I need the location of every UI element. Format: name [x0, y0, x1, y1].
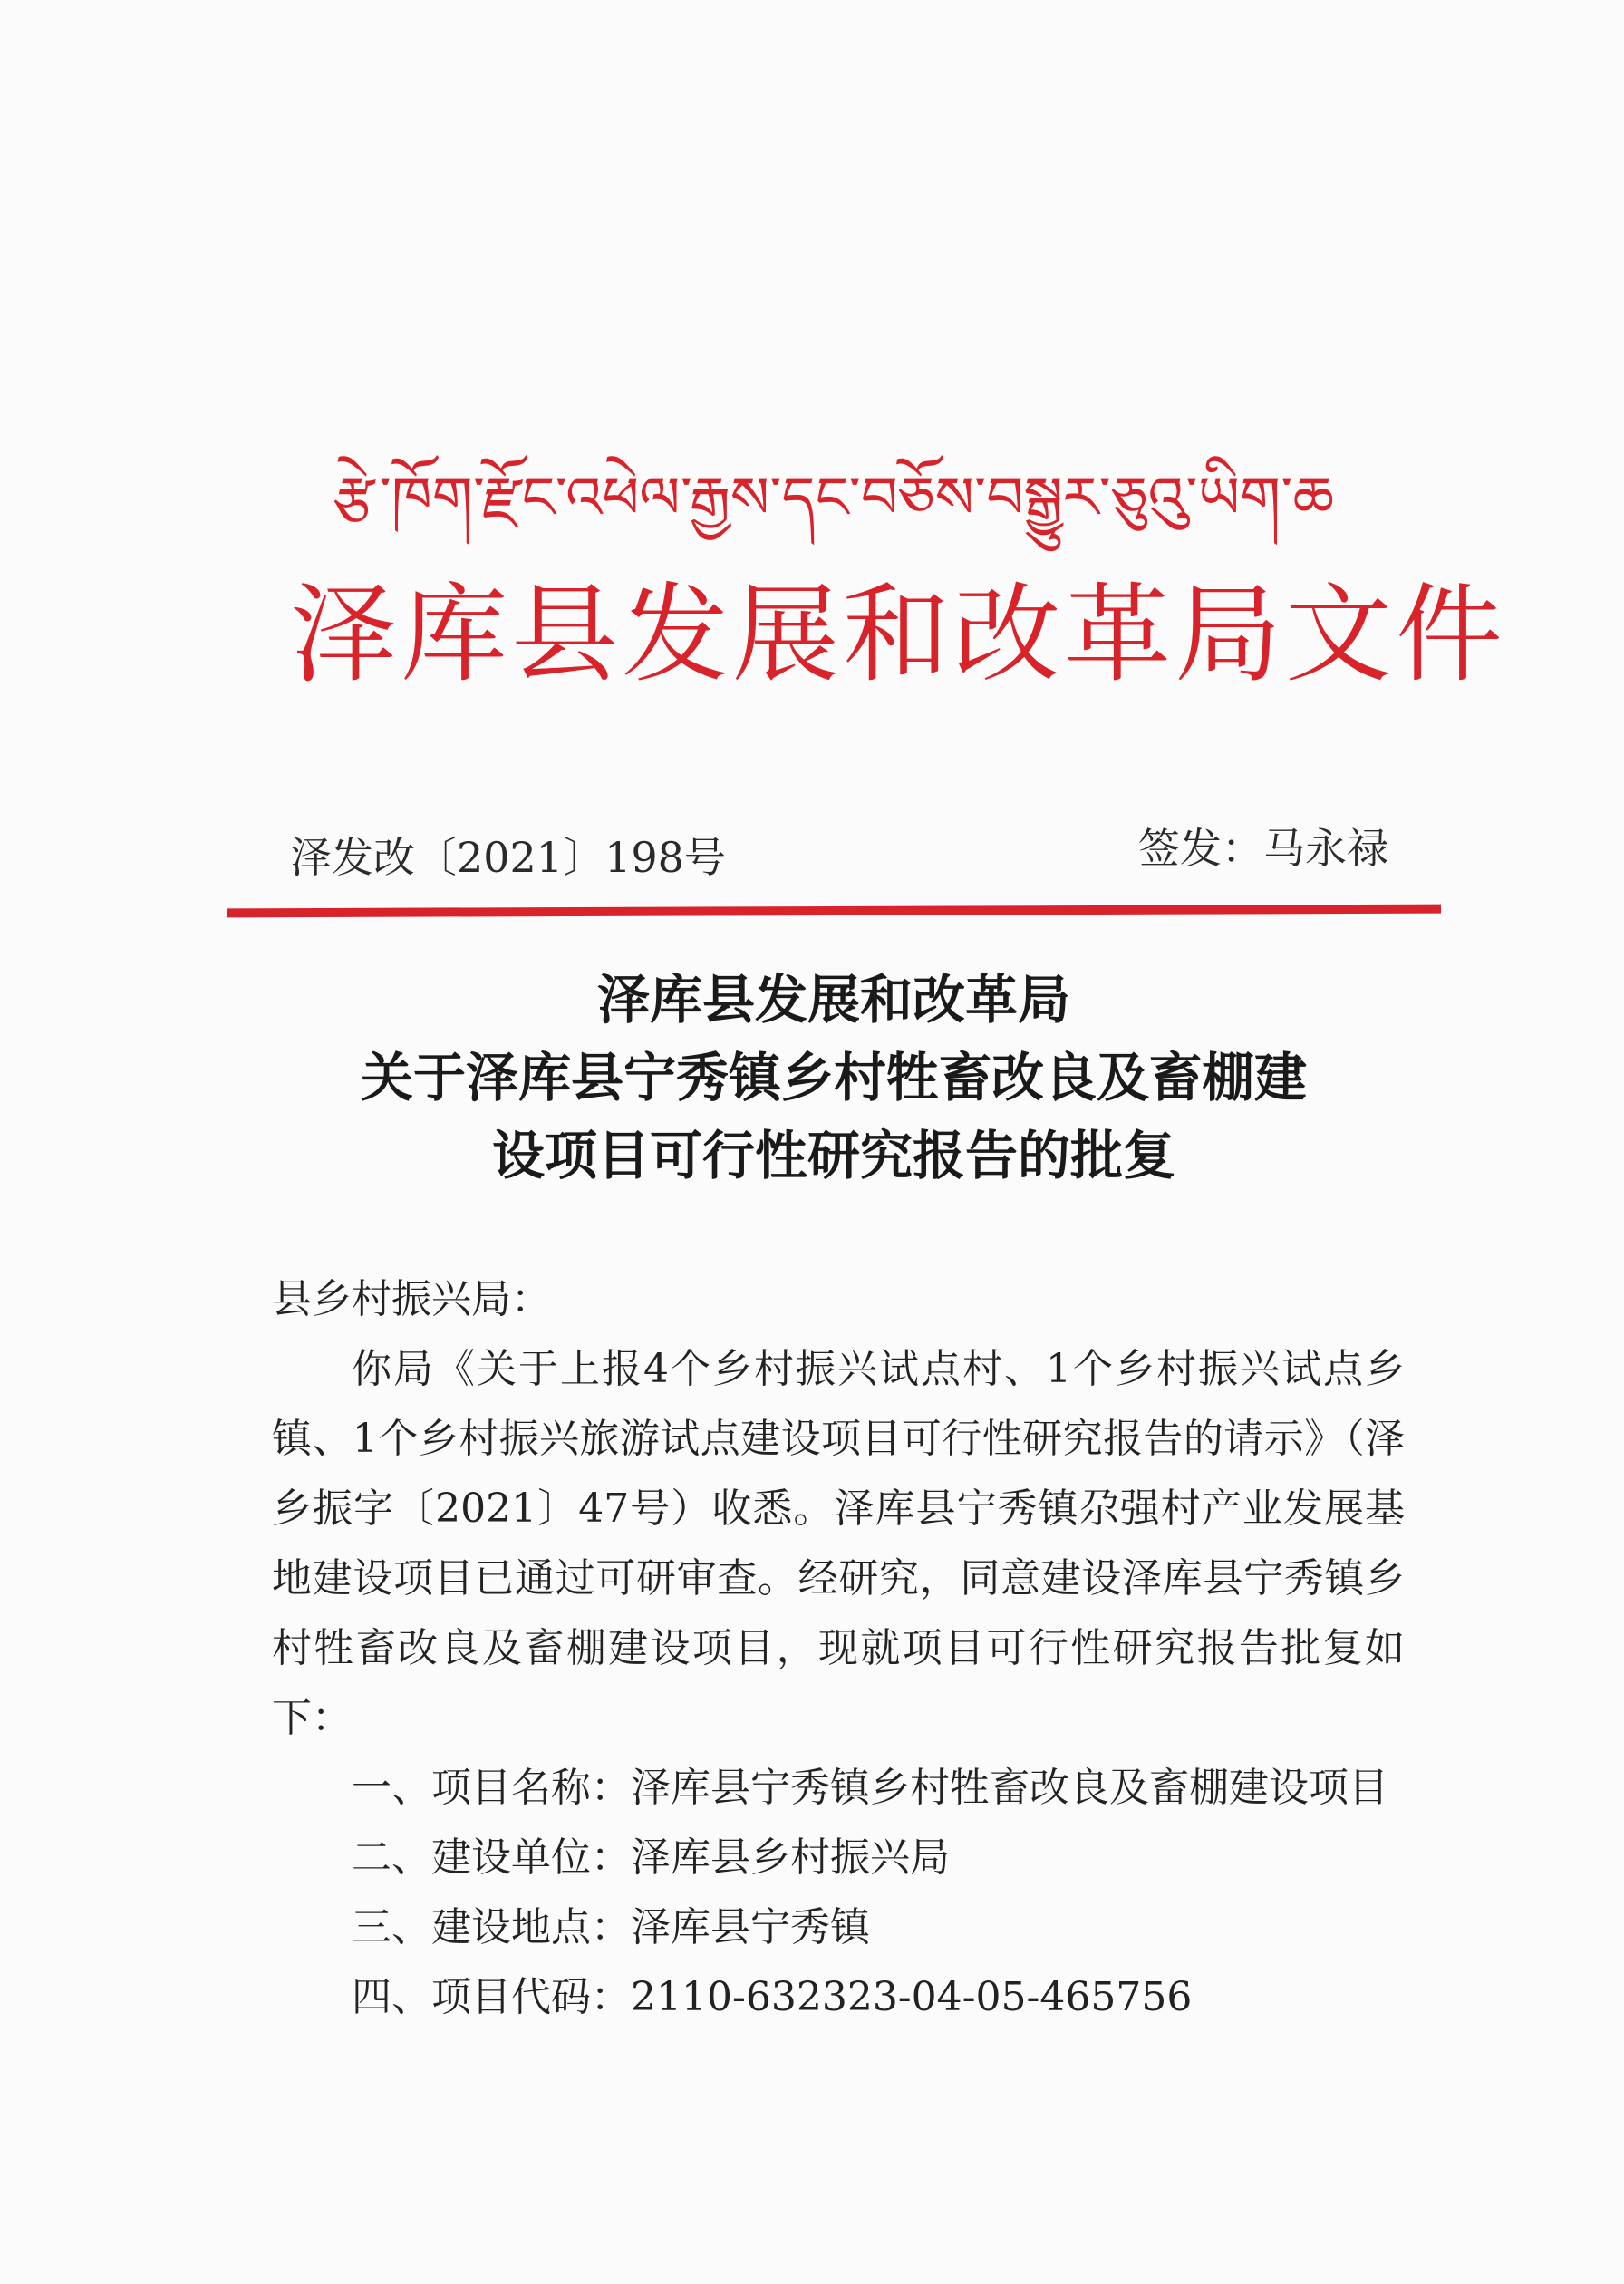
issuer-signature: 签发：马永禄 — [1138, 824, 1388, 873]
tibetan-header: རྩེ་ཁོག་རྫོང་འཕེལ་རྒྱས་དང་བཅོས་བསྒྱུར་ཅུའུ་ཡིག་ཆ — [333, 465, 1335, 532]
list-item-construction-unit: 二、建设单位：泽库县乡村振兴局 — [352, 1834, 950, 1881]
document-body — [272, 1264, 1405, 2032]
document-header-title: 泽库县发展和改革局文件 — [290, 572, 1507, 697]
list-item-project-code: 四、项目代码：2110-632323-04-05-465756 — [352, 1974, 1193, 2020]
document-number: 泽发改〔2021〕198号 — [290, 833, 726, 882]
list-item-construction-location: 三、建设地点：泽库县宁秀镇 — [352, 1904, 870, 1950]
title-line-3: 设项目可行性研究报告的批复 — [491, 1125, 1175, 1186]
body-paragraph: 你局《关于上报4个乡村振兴试点村、1个乡村振兴试点乡镇、1个乡村振兴旅游试点建设项目可行性研究报告的请示》（泽乡振字〔2021〕47号）收悉。泽库县宁秀镇尕强村产业发展基地建设项目已通过可研审查。经研究，同意建设泽库县宁秀镇乡村牲畜改良及畜棚建设项目，现就项目可行性研究报告批复如下： — [272, 1346, 1405, 1741]
salutation: 县乡村振兴局： — [272, 1276, 551, 1322]
document-title — [236, 961, 1432, 1195]
list-item-project-name: 一、项目名称：泽库县宁秀镇乡村牲畜改良及畜棚建设项目 — [352, 1765, 1388, 1811]
title-line-2: 关于泽库县宁秀镇乡村牲畜改良及畜棚建 — [360, 1047, 1307, 1108]
red-divider — [227, 905, 1441, 918]
title-line-1: 泽库县发展和改革局 — [596, 969, 1070, 1031]
